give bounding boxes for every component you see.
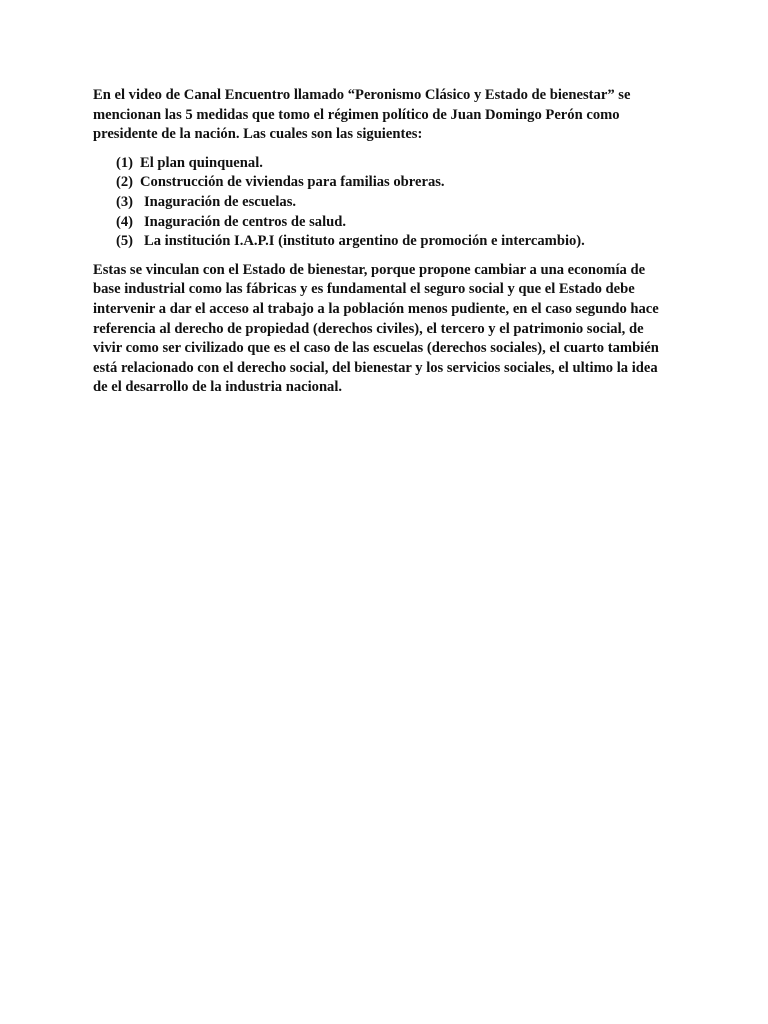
list-item-text: Construcción de viviendas para familias obreras. bbox=[140, 174, 445, 191]
list-item-number: (4) bbox=[116, 213, 134, 230]
list-item-text: La institución I.A.P.I (instituto argentino de promoción e intercambio). bbox=[144, 233, 585, 250]
list-item-number: (1) bbox=[116, 154, 134, 171]
list-item-number: (2) bbox=[116, 174, 134, 191]
list-item bbox=[116, 213, 672, 233]
intro-paragraph: En el video de Canal Encuentro llamado “Peronismo Clásico y Estado de bienestar” se mencionan las 5 medidas que tomo el régimen político de Juan Domingo Perón como presidente de la nación. Las cuales son las siguientes: bbox=[93, 87, 631, 143]
list-item-text: Inaguración de centros de salud. bbox=[144, 213, 347, 230]
conclusion-paragraph: Estas se vinculan con el Estado de bienestar, porque propone cambiar a una economía de base industrial como las fábricas y es fundamental el seguro social y que el Estado debe intervenir a dar el acceso al trabajo a la población menos pudiente, en el caso segundo hace referencia al derecho de propiedad (derechos civiles), el tercero y el patrimonio social, de vivir como ser civilizado que es el caso de las escuelas (derechos sociales), el cuarto también está relacionado con el derecho social, del bienestar y los servicios sociales, el ultimo la idea de el desarrollo de la industria nacional. bbox=[93, 261, 659, 396]
list-item bbox=[116, 173, 672, 193]
list-item-text: El plan quinquenal. bbox=[140, 154, 263, 171]
list-item bbox=[116, 154, 672, 174]
list-item bbox=[116, 193, 672, 213]
measures-list bbox=[93, 154, 672, 252]
list-item-text: Inaguración de escuelas. bbox=[144, 193, 297, 210]
list-item-number: (5) bbox=[116, 233, 134, 250]
list-item-number: (3) bbox=[116, 193, 134, 210]
list-item bbox=[116, 232, 672, 252]
